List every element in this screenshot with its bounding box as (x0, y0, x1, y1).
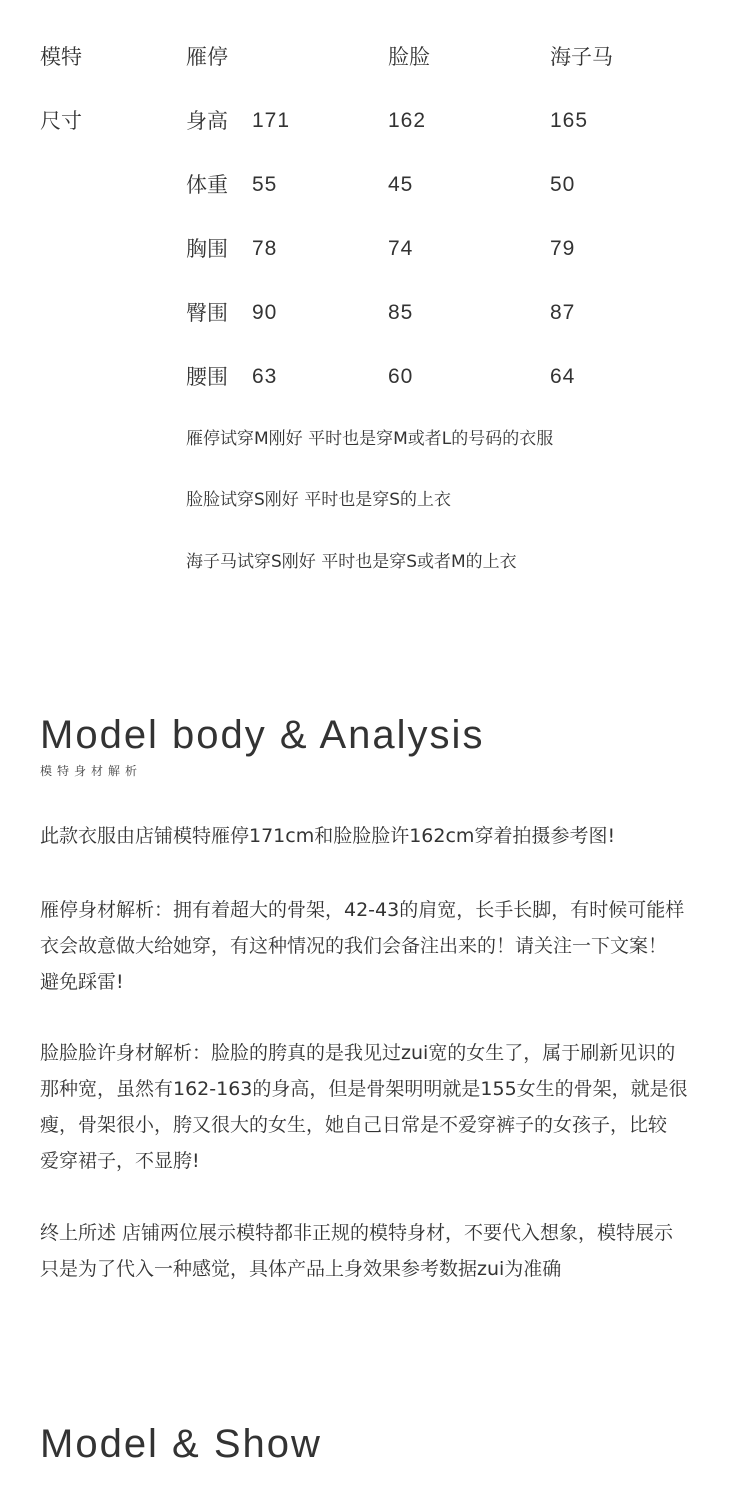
value-hip-2: 85 (388, 301, 414, 324)
value-height-1: 171 (252, 109, 291, 132)
size-label: 尺寸 (40, 109, 82, 133)
value-weight-1: 55 (252, 173, 278, 196)
fit-note-2: 脸脸试穿S刚好 平时也是穿S的上衣 (186, 490, 451, 510)
row-label-height: 身高 (186, 109, 228, 133)
paragraph-line: 只是为了代入一种感觉，具体产品上身效果参考数据zui为准确 (40, 1258, 562, 1280)
value-hip-1: 90 (252, 301, 278, 324)
header-label-model: 模特 (40, 45, 82, 69)
paragraph-line: 雁停身材解析：拥有着超大的骨架，42-43的肩宽，长手长脚，有时候可能样 (40, 899, 685, 921)
analysis-paragraph-summary (40, 1215, 720, 1287)
paragraph-line: 爱穿裙子，不显胯! (40, 1150, 200, 1172)
fit-note-1: 雁停试穿M刚好 平时也是穿M或者L的号码的衣服 (186, 429, 554, 449)
paragraph-line: 避免踩雷! (40, 971, 124, 993)
value-bust-1: 78 (252, 237, 278, 260)
paragraph-line: 脸脸脸许身材解析：脸脸的胯真的是我见过zui宽的女生了，属于刷新见识的 (40, 1042, 676, 1064)
header-model-2: 脸脸 (388, 45, 430, 69)
value-waist-2: 60 (388, 365, 414, 388)
value-bust-3: 79 (550, 237, 576, 260)
fit-note-3: 海子马试穿S刚好 平时也是穿S或者M的上衣 (186, 552, 517, 572)
value-height-2: 162 (388, 109, 427, 132)
paragraph-line: 衣会故意做大给她穿，有这种情况的我们会备注出来的！请关注一下文案！ (40, 935, 668, 957)
show-title: Model & Show (40, 1422, 322, 1466)
value-weight-2: 45 (388, 173, 414, 196)
analysis-paragraph-intro (40, 818, 720, 854)
value-waist-1: 63 (252, 365, 278, 388)
header-model-3: 海子马 (550, 45, 613, 69)
paragraph-line: 那种宽，虽然有162-163的身高，但是骨架明明就是155女生的骨架，就是很 (40, 1078, 688, 1100)
value-height-3: 165 (550, 109, 589, 132)
value-waist-3: 64 (550, 365, 576, 388)
analysis-subtitle: 模特身材解析 (40, 764, 143, 778)
analysis-paragraph-model-1 (40, 892, 720, 1000)
row-label-bust: 胸围 (186, 237, 228, 261)
analysis-title: Model body & Analysis (40, 713, 485, 757)
paragraph-line: 瘦，骨架很小，胯又很大的女生，她自己日常是不爱穿裤子的女孩子，比较 (40, 1114, 668, 1136)
row-label-waist: 腰围 (186, 365, 228, 389)
value-weight-3: 50 (550, 173, 576, 196)
analysis-paragraph-model-2 (40, 1035, 720, 1179)
row-label-weight: 体重 (186, 173, 228, 197)
row-label-hip: 臀围 (186, 301, 228, 325)
paragraph-line: 此款衣服由店铺模特雁停171cm和脸脸脸许162cm穿着拍摄参考图! (40, 825, 616, 847)
value-hip-3: 87 (550, 301, 576, 324)
header-model-1: 雁停 (186, 45, 228, 69)
paragraph-line: 终上所述 店铺两位展示模特都非正规的模特身材，不要代入想象，模特展示 (40, 1222, 674, 1244)
value-bust-2: 74 (388, 237, 414, 260)
